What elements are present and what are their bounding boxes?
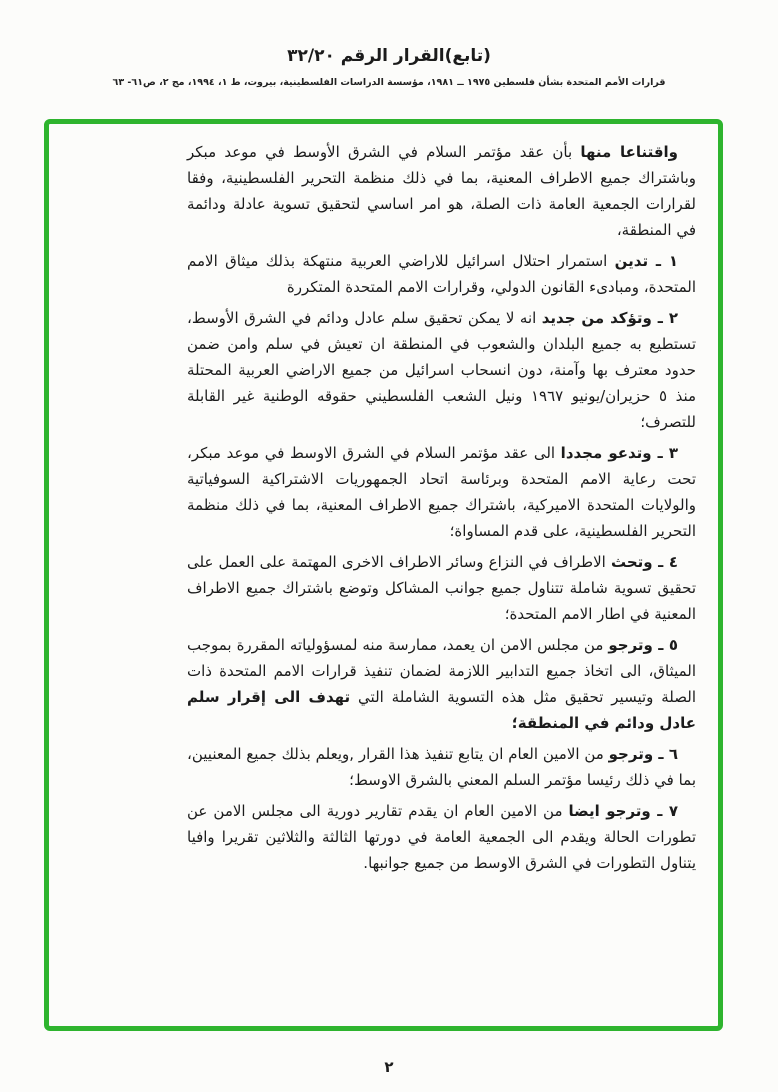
paragraph xyxy=(187,440,696,544)
paragraph-lead: ٤ ـ وتحث xyxy=(610,553,679,571)
paragraph xyxy=(187,139,696,243)
document-header xyxy=(0,46,778,88)
citation-line: قرارات الأمم المتحدة بشأن فلسطين ١٩٧٥ ــ ١٩٨١، مؤسسة الدراسات الفلسطينية، بيروت، ط ١، ١٩٩٤، مج ٢، ص٦١- ٦٣ xyxy=(112,77,666,88)
paragraph-lead: ٣ ـ وتدعو مجددا xyxy=(560,444,678,462)
paragraph-text: من الامين العام ان يتابع تنفيذ هذا القرار ,ويعلم بذلك جميع المعنيين، بما في ذلك رئيسا مؤتمر السلم المعني بالشرق الاوسط؛ xyxy=(187,745,696,789)
paragraph-text: الاطراف في النزاع وسائر الاطراف الاخرى المهتمة على العمل على تحقيق تسوية شاملة تتناول جميع جوانب المشاكل وتوضع باشتراك جميع الاطراف المعنية في اطار الامم المتحدة؛ xyxy=(187,553,696,623)
paragraph-text: الى عقد مؤتمر السلام في الشرق الاوسط في موعد مبكر، تحت رعاية الامم المتحدة وبرئاسة اتحاد الجمهوريات الاشتراكية السوفياتية والولايات المتحدة الاميركية، باشتراك جميع الاطراف المعنية، بما في ذلك منظمة التحرير الفلسطينية، على قدم المساواة؛ xyxy=(187,444,696,540)
paragraph-text: استمرار احتلال اسرائيل للاراضي العربية منتهكة بذلك ميثاق الامم المتحدة، ومبادىء القانون الدولي، وقرارات الامم المتحدة المتكررة xyxy=(187,252,696,296)
paragraph-text: من الامين العام ان يقدم تقارير دورية الى مجلس الامن عن تطورات الحالة ويقدم الى الجمعية العامة في دورتها الثالثة والثلاثين تقريرا وافيا يتناول التطورات في الشرق الاوسط من جميع جوانبها. xyxy=(187,802,696,872)
paragraph xyxy=(187,798,696,876)
paragraph-lead: ٧ ـ وترجو ايضا xyxy=(568,802,679,820)
paragraph-text: من مجلس الامن ان يعمد، ممارسة منه لمسؤولياته المقررة بموجب الميثاق، الى اتخاذ جميع التدابير اللازمة لضمان تنفيذ قرارات الامم المتحدة ذات الصلة وتيسير تحقيق مثل هذه التسوية الشاملة التي xyxy=(187,636,696,706)
paragraph-lead: واقتناعا منها xyxy=(580,143,678,161)
highlight-frame xyxy=(44,119,723,1031)
paragraph xyxy=(187,549,696,627)
paragraph-lead: ١ ـ تدين xyxy=(614,252,679,270)
paragraph-lead: ٦ ـ وترجو xyxy=(608,745,678,763)
page-number: ٢ xyxy=(384,1058,394,1076)
paragraph-text: انه لا يمكن تحقيق سلم عادل ودائم في الشرق الأوسط، تستطيع به جميع البلدان والشعوب في المنطقة ان تعيش في سلم وامن ضمن حدود معترف بها وآمنة، دون انسحاب اسرائيل من جميع الاراضي العربية المحتلة منذ ٥ حزيران/يونيو ١٩٦٧ ونيل الشعب الفلسطيني حقوقه الوطنية غير القابلة للتصرف؛ xyxy=(187,309,696,431)
resolution-title: (تابع)القرار الرقم ٣٢/٢٠ xyxy=(287,46,491,66)
resolution-text-block xyxy=(49,124,718,876)
paragraph-text: بأن عقد مؤتمر السلام في الشرق الأوسط في موعد مبكر وباشتراك جميع الاطراف المعنية، بما في ذلك منظمة التحرير الفلسطينية، وفقا لقرارات الجمعية العامة ذات الصلة، هو امر اساسي لتحقيق تسوية عادلة ودائمة في المنطقة، xyxy=(187,143,696,239)
paragraph xyxy=(187,632,696,736)
paragraph-emphasis: تهدف الى إقرار سلم عادل ودائم في المنطقة؛ xyxy=(187,688,696,732)
paragraph xyxy=(187,248,696,300)
paragraph xyxy=(187,305,696,435)
paragraph-lead: ٥ ـ وترجو xyxy=(608,636,678,654)
paragraph xyxy=(187,741,696,793)
paragraph-lead: ٢ ـ وتؤكد من جديد xyxy=(541,309,678,327)
